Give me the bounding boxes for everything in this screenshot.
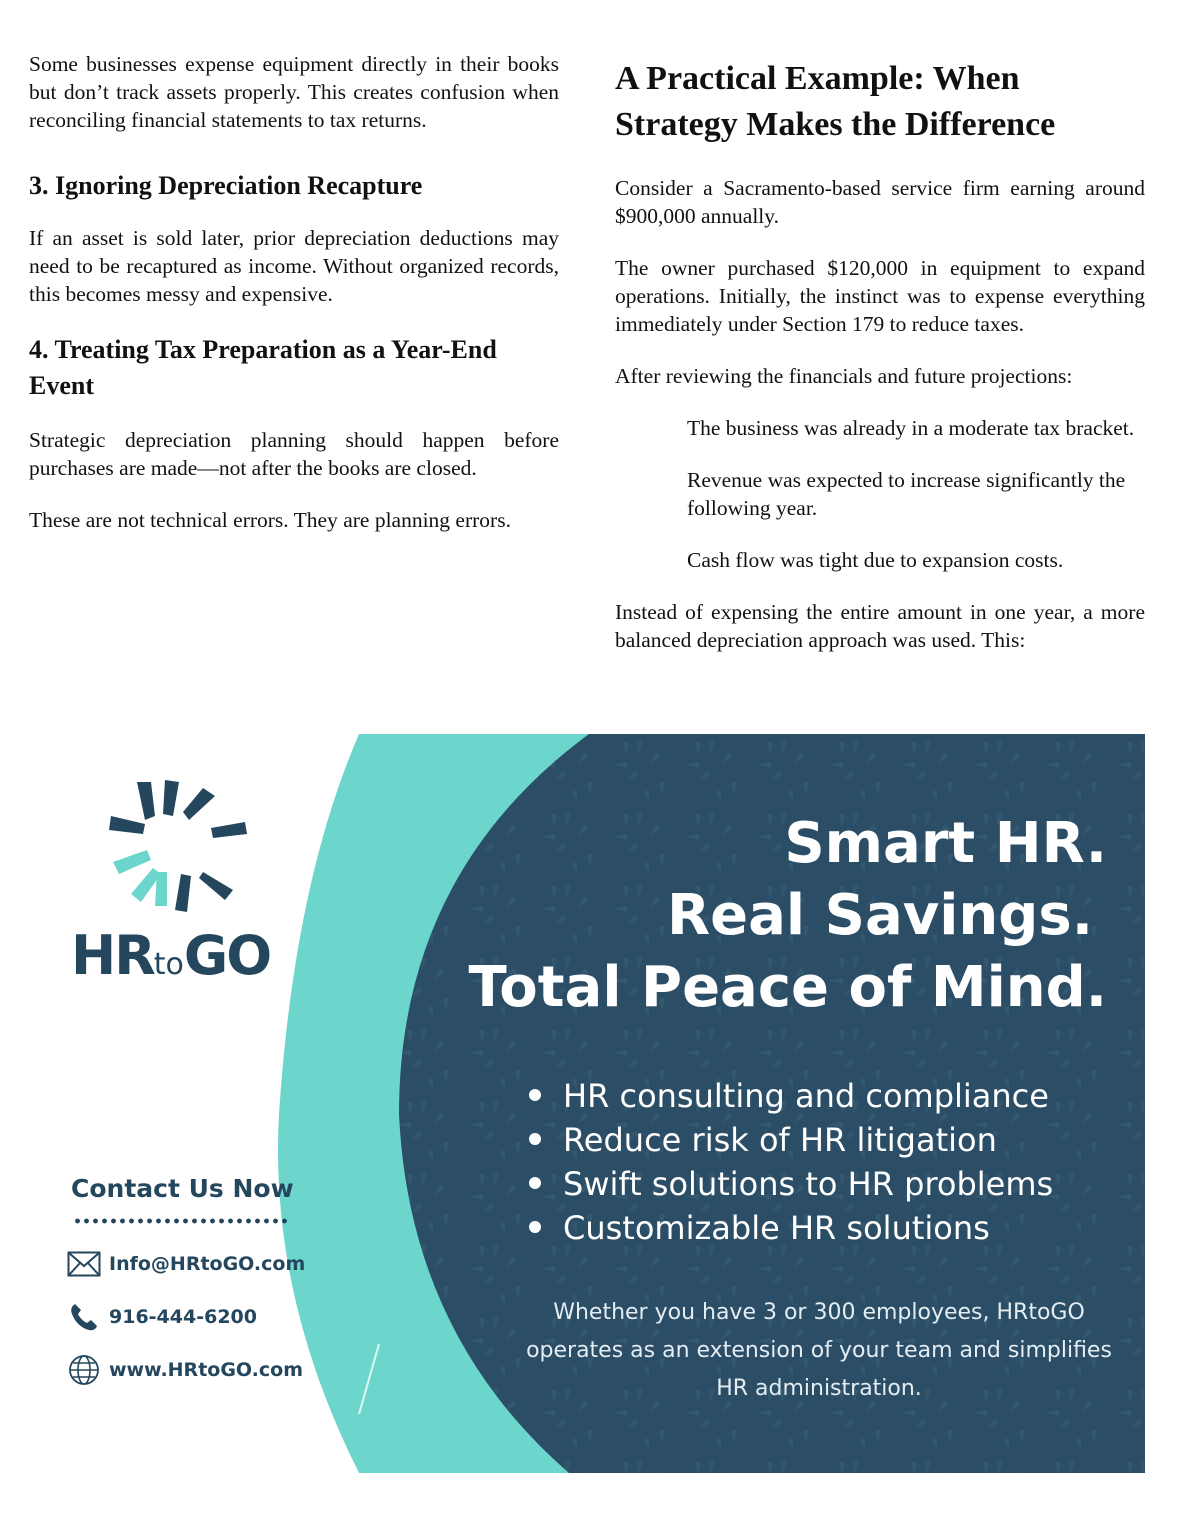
benefit-item: Customizable HR solutions — [529, 1206, 1053, 1250]
mail-icon — [67, 1247, 101, 1281]
brand-go: GO — [183, 924, 271, 987]
benefits-list — [529, 1074, 1053, 1250]
contact-phone[interactable] — [67, 1300, 257, 1334]
brand-to: to — [153, 947, 184, 982]
right-column — [615, 50, 1145, 678]
email-link[interactable]: Info@HRtoGO.com — [109, 1253, 306, 1275]
brand-hr: HR — [71, 924, 154, 987]
paragraph: If an asset is sold later, prior depreciation deductions may need to be recaptured as income. Without organized records, this becomes messy and expensive. — [29, 226, 559, 306]
paragraph: After reviewing the financials and future projections: — [615, 364, 1073, 388]
hrtogo-advertisement — [29, 734, 1145, 1473]
section-heading: 3. Ignoring Depreciation Recapture — [29, 171, 423, 200]
list-item: Cash flow was tight due to expansion costs. — [687, 548, 1064, 572]
headline-line-2: Real Savings. — [667, 883, 1093, 948]
benefit-item: Swift solutions to HR problems — [529, 1162, 1053, 1206]
list-item: Revenue was expected to increase significantly the following year. — [687, 468, 1126, 520]
phone-icon — [67, 1300, 101, 1334]
paragraph: Some businesses expense equipment directly in their books but don’t track assets properly. This creates confusion when reconciling financial statements to tax returns. — [29, 52, 559, 132]
hrtogo-brand-logo — [71, 924, 270, 987]
contact-website[interactable] — [67, 1353, 303, 1387]
paragraph: Consider a Sacramento-based service firm earning around $900,000 annually. — [615, 176, 1145, 228]
headline-line-3: Total Peace of Mind. — [468, 955, 1107, 1020]
benefit-item: Reduce risk of HR litigation — [529, 1118, 1053, 1162]
contact-title: Contact Us Now — [71, 1174, 294, 1203]
paragraph: Instead of expensing the entire amount in one year, a more balanced depreciation approach was used. This: — [615, 600, 1145, 652]
ad-tagline: Whether you have 3 or 300 employees, HRtoGO operates as an extension of your team and simplifies HR administration. — [526, 1300, 1112, 1401]
phone-link[interactable]: 916-444-6200 — [109, 1306, 257, 1328]
list-item: The business was already in a moderate tax bracket. — [687, 416, 1135, 440]
hrtogo-logo-icon — [107, 776, 247, 916]
paragraph: The owner purchased $120,000 in equipment to expand operations. Initially, the instinct was to expense everything immediately under Section 179 to reduce taxes. — [615, 256, 1145, 336]
globe-icon — [67, 1353, 101, 1387]
dotted-divider — [73, 1218, 291, 1224]
website-link[interactable]: www.HRtoGO.com — [109, 1359, 303, 1381]
left-column — [29, 50, 559, 558]
paragraph: These are not technical errors. They are planning errors. — [29, 508, 511, 532]
section-heading: 4. Treating Tax Preparation as a Year-End Event — [29, 335, 497, 400]
article-heading: A Practical Example: When Strategy Makes the Difference — [615, 60, 1056, 143]
benefit-item: HR consulting and compliance — [529, 1074, 1053, 1118]
headline-line-1: Smart HR. — [784, 811, 1107, 876]
contact-email[interactable] — [67, 1247, 305, 1281]
paragraph: Strategic depreciation planning should happen before purchases are made—not after the books are closed. — [29, 428, 559, 480]
